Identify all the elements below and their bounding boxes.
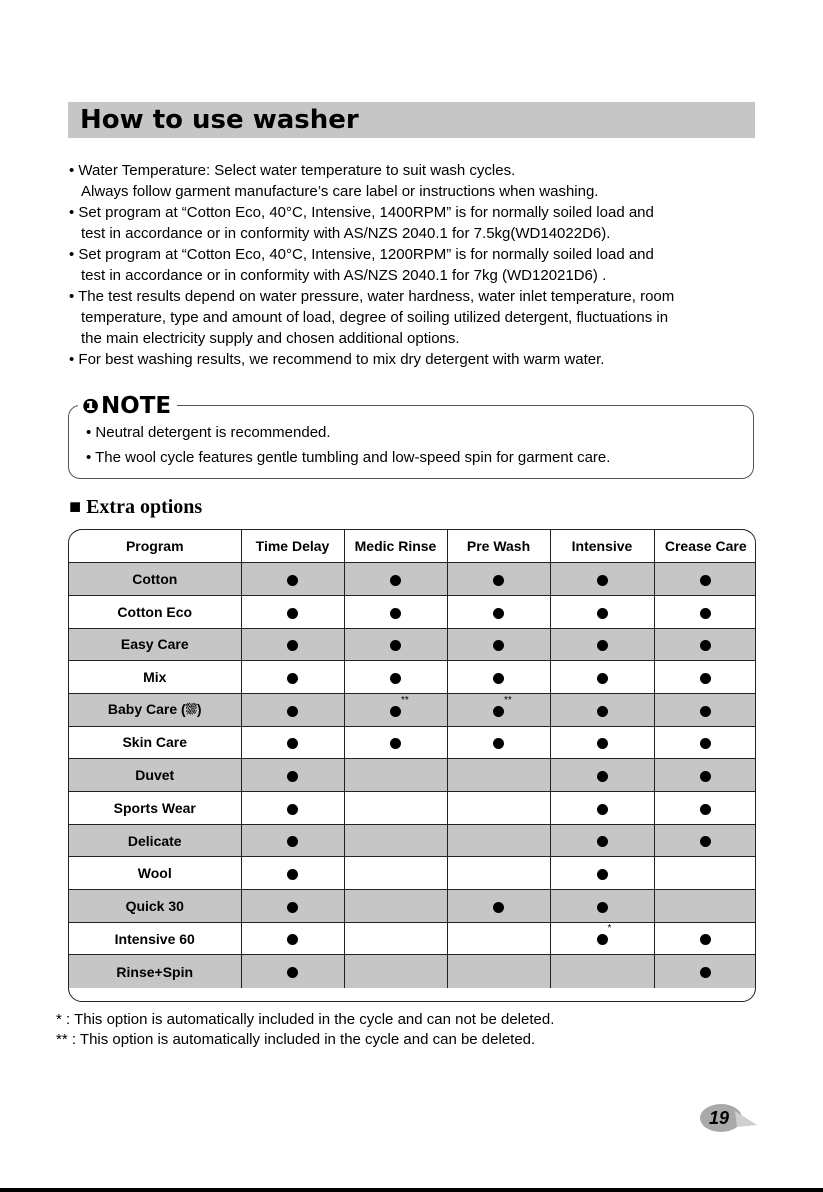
bottom-rule: [0, 1188, 823, 1192]
option-cell: [447, 922, 550, 955]
option-cell: [447, 759, 550, 792]
available-dot: [287, 706, 298, 717]
footnote: * : This option is automatically included in the cycle and can not be deleted.: [56, 1011, 555, 1028]
note-item: • The wool cycle features gentle tumbling and low-speed spin for garment care.: [86, 449, 611, 466]
option-cell: [344, 890, 447, 923]
column-header: Program: [69, 530, 241, 563]
program-name: Rinse+Spin: [69, 955, 241, 988]
program-name: Cotton: [69, 563, 241, 596]
column-header: Pre Wash: [447, 530, 550, 563]
available-dot: [287, 869, 298, 880]
available-dot: [287, 934, 298, 945]
available-dot: [597, 673, 608, 684]
table-header-row: [69, 530, 756, 563]
program-name: Sports Wear: [69, 792, 241, 825]
bullet-line: • The test results depend on water pressure, water hardness, water inlet temperature, room: [69, 288, 675, 305]
available-dot: [597, 836, 608, 847]
option-cell: [447, 661, 550, 694]
available-dot: [597, 923, 612, 945]
available-dot: [287, 608, 298, 619]
available-dot: [287, 967, 298, 978]
option-cell: [241, 661, 344, 694]
option-cell: [241, 595, 344, 628]
table-row: [69, 628, 756, 661]
option-cell: [241, 759, 344, 792]
note-heading-text: NOTE: [100, 393, 172, 419]
available-dot: [287, 575, 298, 586]
option-cell: [654, 595, 756, 628]
available-dot: [287, 640, 298, 651]
option-cell: [550, 890, 654, 923]
option-cell: [241, 563, 344, 596]
column-header: Intensive: [550, 530, 654, 563]
available-dot: [700, 836, 711, 847]
option-cell: [654, 693, 756, 726]
option-cell: [550, 595, 654, 628]
table-row: [69, 890, 756, 923]
option-cell: [241, 726, 344, 759]
note-heading: [78, 392, 177, 420]
table-row: [69, 759, 756, 792]
available-dot: [493, 902, 504, 913]
available-dot: [700, 738, 711, 749]
option-cell: [550, 693, 654, 726]
program-name: Mix: [69, 661, 241, 694]
option-cell: [550, 922, 654, 955]
program-name: Intensive 60: [69, 922, 241, 955]
available-dot: [597, 804, 608, 815]
available-dot: [390, 640, 401, 651]
option-cell: [344, 661, 447, 694]
table-row: [69, 661, 756, 694]
option-cell: [241, 824, 344, 857]
available-dot: [287, 771, 298, 782]
option-cell: [344, 759, 447, 792]
footnote: ** : This option is automatically included in the cycle and can be deleted.: [56, 1031, 536, 1048]
section-title-bar: [68, 102, 755, 138]
column-header: Medic Rinse: [344, 530, 447, 563]
program-name: Duvet: [69, 759, 241, 792]
option-cell: [241, 792, 344, 825]
option-cell: [344, 922, 447, 955]
option-cell: [344, 693, 447, 726]
available-dot: [597, 771, 608, 782]
option-cell: [654, 922, 756, 955]
option-cell: [654, 563, 756, 596]
available-dot: [493, 640, 504, 651]
available-dot: [700, 608, 711, 619]
option-cell: [344, 726, 447, 759]
bullet-line: temperature, type and amount of load, degree of soiling utilized detergent, fluctuations in: [81, 309, 669, 326]
column-header: Crease Care: [654, 530, 756, 563]
available-dot: [493, 608, 504, 619]
table-row: [69, 726, 756, 759]
option-cell: [344, 955, 447, 988]
available-dot: [287, 804, 298, 815]
note-items: [86, 420, 610, 470]
option-cell: [550, 563, 654, 596]
option-cell: [447, 726, 550, 759]
available-dot: [597, 640, 608, 651]
option-cell: [241, 955, 344, 988]
program-name: Baby Care (⛆): [69, 693, 241, 726]
table-row: [69, 857, 756, 890]
available-dot: [597, 706, 608, 717]
option-cell: [654, 628, 756, 661]
option-cell: [344, 857, 447, 890]
program-name: Quick 30: [69, 890, 241, 923]
footnote-marker: **: [401, 694, 409, 706]
bullet-line: test in accordance or in conformity with AS/NZS 2040.1 for 7.5kg(WD14022D6).: [81, 225, 611, 242]
option-cell: [241, 922, 344, 955]
option-cell: [550, 792, 654, 825]
available-dot: [597, 575, 608, 586]
available-dot: [597, 608, 608, 619]
option-cell: [550, 824, 654, 857]
bullet-line: • For best washing results, we recommend to mix dry detergent with warm water.: [69, 351, 605, 368]
option-cell: [447, 792, 550, 825]
bullet-line: • Set program at “Cotton Eco, 40°C, Intensive, 1400RPM” is for normally soiled load and: [69, 204, 654, 221]
option-cell: [654, 759, 756, 792]
option-cell: [447, 824, 550, 857]
available-dot: [700, 771, 711, 782]
available-dot: [390, 575, 401, 586]
bullet-line: • Water Temperature: Select water temperature to suit wash cycles.: [69, 162, 516, 179]
bullet-line: • Set program at “Cotton Eco, 40°C, Intensive, 1200RPM” is for normally soiled load and: [69, 246, 654, 263]
option-cell: [241, 693, 344, 726]
option-cell: [447, 857, 550, 890]
available-dot: [287, 836, 298, 847]
option-cell: [241, 628, 344, 661]
available-dot: [700, 640, 711, 651]
option-cell: [550, 628, 654, 661]
option-cell: [241, 857, 344, 890]
option-cell: [344, 563, 447, 596]
footnotes: [56, 1010, 554, 1050]
option-cell: [550, 726, 654, 759]
option-cell: [447, 628, 550, 661]
available-dot: [493, 575, 504, 586]
available-dot: [390, 694, 409, 717]
option-cell: [550, 759, 654, 792]
footnote-marker: **: [504, 694, 512, 706]
option-cell: [654, 792, 756, 825]
available-dot: [597, 902, 608, 913]
footnote-marker: *: [607, 923, 612, 935]
available-dot: [597, 869, 608, 880]
options-table: [68, 529, 756, 1002]
table-row: [69, 595, 756, 628]
column-header: Time Delay: [241, 530, 344, 563]
available-dot: [390, 673, 401, 684]
table-row: [69, 693, 756, 726]
note-item: • Neutral detergent is recommended.: [86, 424, 331, 441]
available-dot: [700, 804, 711, 815]
option-cell: [550, 955, 654, 988]
option-cell: [550, 661, 654, 694]
option-cell: [654, 824, 756, 857]
available-dot: [390, 608, 401, 619]
available-dot: [700, 934, 711, 945]
program-name: Skin Care: [69, 726, 241, 759]
instructions-list: [69, 160, 759, 370]
option-cell: [447, 563, 550, 596]
option-cell: [550, 857, 654, 890]
option-cell: [344, 628, 447, 661]
exclamation-circle-icon: ❶: [82, 394, 99, 418]
table-row: [69, 922, 756, 955]
option-cell: [654, 955, 756, 988]
available-dot: [390, 738, 401, 749]
page-number: 19: [709, 1108, 730, 1128]
available-dot: [597, 738, 608, 749]
available-dot: [700, 575, 711, 586]
program-name: Easy Care: [69, 628, 241, 661]
table-row: [69, 824, 756, 857]
table-row: [69, 792, 756, 825]
option-cell: [654, 726, 756, 759]
bullet-line: Always follow garment manufacture’s care label or instructions when washing.: [81, 183, 599, 200]
program-name: Cotton Eco: [69, 595, 241, 628]
available-dot: [287, 738, 298, 749]
available-dot: [287, 673, 298, 684]
table-row: [69, 955, 756, 988]
bullet-line: the main electricity supply and chosen additional options.: [81, 330, 460, 347]
option-cell: [344, 595, 447, 628]
option-cell: [344, 824, 447, 857]
available-dot: [493, 694, 512, 717]
option-cell: [447, 693, 550, 726]
available-dot: [493, 738, 504, 749]
page-title: How to use washer: [80, 105, 359, 135]
option-cell: [241, 890, 344, 923]
available-dot: [493, 673, 504, 684]
table-row: [69, 563, 756, 596]
option-cell: [344, 792, 447, 825]
bullet-line: test in accordance or in conformity with AS/NZS 2040.1 for 7kg (WD12021D6) .: [81, 267, 607, 284]
option-cell: [447, 595, 550, 628]
option-cell: [654, 857, 756, 890]
option-cell: [654, 661, 756, 694]
available-dot: [287, 902, 298, 913]
option-cell: [447, 955, 550, 988]
option-cell: [654, 890, 756, 923]
program-name: Delicate: [69, 824, 241, 857]
extra-options-heading: ■ Extra options: [69, 496, 203, 518]
option-cell: [447, 890, 550, 923]
program-name: Wool: [69, 857, 241, 890]
page-number-badge: [699, 1103, 757, 1133]
available-dot: [700, 706, 711, 717]
available-dot: [700, 673, 711, 684]
available-dot: [700, 967, 711, 978]
